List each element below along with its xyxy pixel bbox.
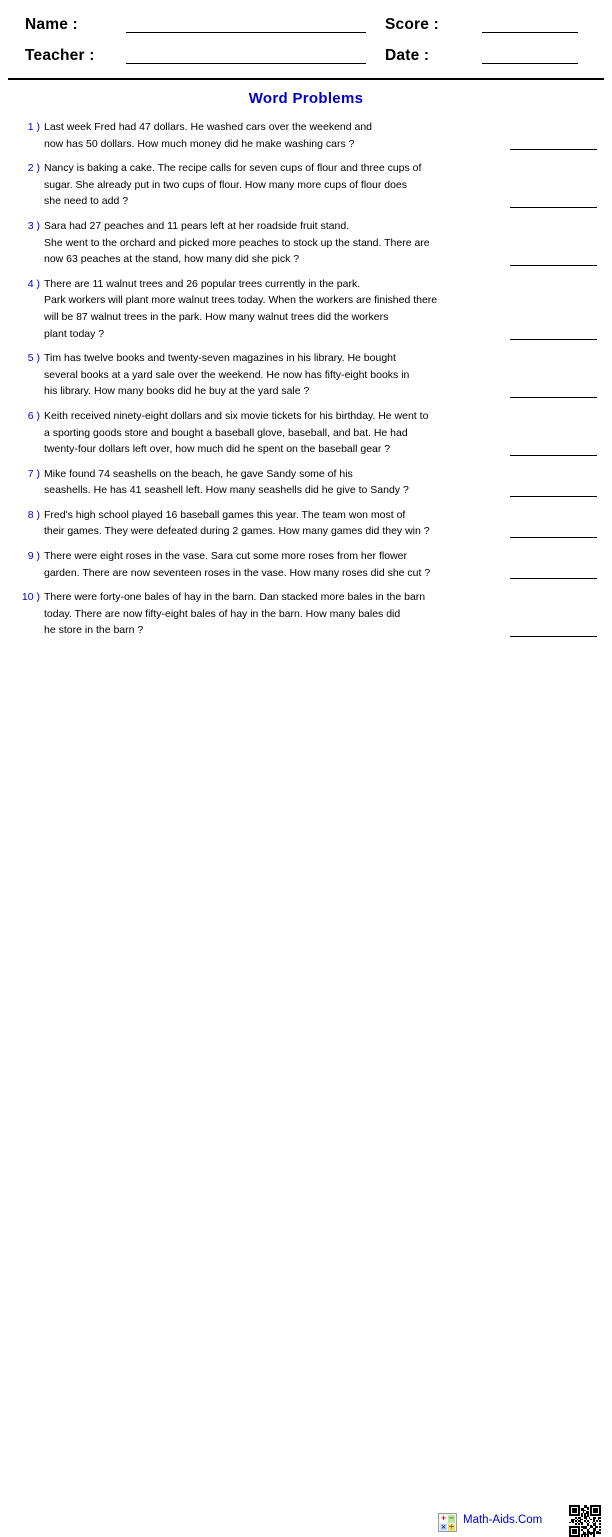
teacher-label: Teacher : [25,47,95,64]
answer-line[interactable] [510,636,597,637]
problem-number: 10 ) [21,591,40,604]
problem-text [44,408,492,458]
problem-text-line: now has 50 dollars. How much money did he make washing cars ? [44,137,355,150]
times-icon: × [440,1522,447,1531]
problem-text-line: Keith received ninety-eight dollars and six movie tickets for his birthday. He went to [44,409,429,422]
problem-number: 5 ) [27,352,40,365]
problem-text [44,276,492,342]
problem-text [44,350,492,400]
problem-text-line: several books at a yard sale over the weekend. He now has fifty-eight books in [44,368,410,381]
problem-number: 3 ) [27,219,40,232]
name-input[interactable] [126,32,366,33]
problem-text-line: Nancy is baking a cake. The recipe calls for seven cups of flour and three cups of [44,162,422,175]
answer-line[interactable] [510,537,597,538]
page-title: Word Problems [248,90,364,107]
problem-text [44,218,492,268]
problems-list [0,119,612,647]
problem-number: 4 ) [27,277,40,290]
plus-icon: + [440,1514,447,1522]
worksheet-footer [0,752,612,1531]
brand-link[interactable]: Math-Aids.Com [463,1514,543,1526]
date-label: Date : [385,47,430,64]
problem-text [44,548,492,581]
problem-item [0,408,612,458]
problem-text [44,119,492,152]
problem-item [0,507,612,540]
problem-text-line: Mike found 74 seashells on the beach, he gave Sandy some of his [44,467,353,480]
problem-text-line: There are 11 walnut trees and 26 popular trees currently in the park. [44,277,361,290]
problem-number: 2 ) [27,162,40,175]
problem-text-line: plant today ? [44,327,105,340]
problem-item [0,218,612,268]
problem-text-line: sugar. She already put in two cups of flour. How many more cups of flour does [44,178,408,191]
problem-text-line: will be 87 walnut trees in the park. How many walnut trees did the workers [44,310,389,323]
teacher-input[interactable] [126,63,366,64]
problem-text-line: Sara had 27 peaches and 11 pears left at her roadside fruit stand. [44,219,350,232]
problem-text-line: twenty-four dollars left over, how much did he spent on the baseball gear ? [44,443,391,456]
answer-line[interactable] [510,496,597,497]
problem-text-line: he store in the barn ? [44,624,144,637]
problem-text-line: Park workers will plant more walnut trees today. When the workers are finished there [44,294,438,307]
problem-item [0,589,612,639]
problem-text [44,160,492,210]
problem-item [0,548,612,581]
answer-line[interactable] [510,339,597,340]
problem-text-line: today. There are now fifty-eight bales of hay in the barn. How many bales did [44,607,401,620]
worksheet-header [0,0,612,80]
answer-line[interactable] [510,265,597,266]
problem-text [44,507,492,540]
problem-number: 1 ) [27,121,40,133]
problem-text-line: now 63 peaches at the stand, how many did she pick ? [44,253,300,266]
header-divider [8,78,604,80]
problem-text [44,466,492,499]
problem-number: 8 ) [27,508,40,521]
answer-line[interactable] [510,207,597,208]
problem-number: 6 ) [27,409,40,422]
answer-line[interactable] [510,578,597,579]
date-input[interactable] [482,63,578,64]
qr-code-icon [569,1505,601,1537]
problem-text-line: his library. How many books did he buy at the yard sale ? [44,385,310,398]
name-label: Name : [25,16,78,33]
problem-text-line: There were forty-one bales of hay in the barn. Dan stacked more bales in the barn [44,591,426,604]
calculator-math-symbols-icon [438,1513,457,1532]
problem-text-line: Fred's high school played 16 baseball games this year. The team won most of [44,508,406,521]
answer-line[interactable] [510,149,597,150]
problem-text [44,589,492,639]
problem-number: 9 ) [27,550,40,563]
problem-text-line: garden. There are now seventeen roses in the vase. How many roses did she cut ? [44,566,431,579]
problem-item [0,119,612,152]
problem-number: 7 ) [27,467,40,480]
problem-item [0,466,612,499]
minus-icon: − [448,1514,455,1522]
problem-item [0,160,612,210]
answer-line[interactable] [510,397,597,398]
problem-text-line: their games. They were defeated during 2 games. How many games did they win ? [44,525,430,538]
problem-text-line: She went to the orchard and picked more peaches to stock up the stand. There are [44,236,430,249]
score-label: Score : [385,16,439,33]
problem-text-line: There were eight roses in the vase. Sara cut some more roses from her flower [44,550,407,563]
problem-text-line: Last week Fred had 47 dollars. He washed cars over the weekend and [44,121,373,133]
answer-line[interactable] [510,455,597,456]
problem-text-line: a sporting goods store and bought a baseball glove, baseball, and bat. He had [44,426,408,439]
problem-text-line: Tim has twelve books and twenty-seven magazines in his library. He bought [44,352,396,365]
problem-text-line: she need to add ? [44,195,129,208]
problem-item [0,350,612,400]
score-input[interactable] [482,32,578,33]
divide-icon: ÷ [448,1522,455,1531]
problem-item [0,276,612,342]
problem-text-line: seashells. He has 41 seashell left. How many seashells did he give to Sandy ? [44,484,409,497]
